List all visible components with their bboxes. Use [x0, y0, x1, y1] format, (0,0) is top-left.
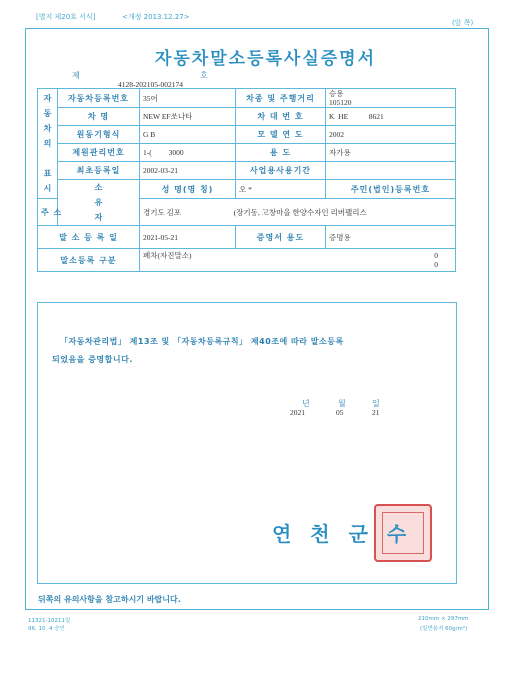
vin-part-1: K	[329, 112, 335, 121]
issuer-name: 연 천 군 수	[272, 522, 413, 546]
value-usage: 자가용	[326, 144, 456, 162]
form-code: 11321-10211일	[28, 618, 71, 624]
label-model-year: 모 델 연 도	[236, 126, 326, 144]
value-first-reg: 2002-03-21	[140, 162, 236, 180]
label-cancel-category: 말소등록 구분	[38, 249, 140, 272]
footer-note: 뒤쪽의 유의사항을 참고하시기 바랍니다.	[38, 595, 181, 604]
table-row	[38, 89, 456, 108]
label-business-period: 사업용사용기간	[236, 162, 326, 180]
table-row	[38, 126, 456, 144]
label-mgmt-no: 제원관리번호	[58, 144, 140, 162]
value-model: NEW EF쏘나타	[140, 108, 236, 126]
page-side-note: (앞 쪽)	[452, 19, 474, 27]
label-cancel-date: 말 소 등 록 일	[38, 226, 140, 249]
date-year: 2021	[290, 408, 305, 417]
page-title: 자동차말소등록사실증명서	[154, 49, 377, 69]
doc-number-suffix: 호	[200, 71, 208, 80]
value-cancel-category	[140, 249, 456, 272]
value-vehicle-type: 승용	[329, 89, 344, 98]
table-row	[38, 162, 456, 180]
label-usage: 용 도	[236, 144, 326, 162]
label-owner-name: 성 명(명 칭)	[140, 180, 236, 199]
value-vin	[326, 108, 456, 126]
table-row	[38, 226, 456, 249]
doc-number: 4128-202105-002174	[118, 80, 183, 89]
label-vin: 차 대 번 호	[236, 108, 326, 126]
address-part-1: 경기도 김포	[143, 207, 182, 217]
mgmt-no-part-1: 1-(	[143, 148, 152, 157]
value-cancel-date: 2021-05-21	[140, 226, 236, 249]
date-day: 21	[372, 408, 380, 417]
vin-part-3: 8621	[368, 112, 384, 121]
cancel-code-1: 0	[434, 251, 438, 260]
label-model: 차 명	[58, 108, 140, 126]
date-month: 05	[336, 408, 344, 417]
value-owner-name: 오 *	[236, 180, 326, 199]
form-number: [별지 제20호 서식]	[36, 13, 96, 21]
doc-number-prefix: 제	[72, 71, 80, 80]
date-month-label: 월	[338, 399, 346, 408]
owner-section-label: 소 유 자	[58, 180, 140, 226]
vin-part-2: HE	[338, 112, 349, 121]
label-first-reg: 최초등록일	[58, 162, 140, 180]
label-address: 주 소	[38, 199, 58, 226]
paper-size: 210mm × 297mm	[418, 616, 469, 622]
approval-date: 96. 10. 4 승인	[28, 626, 65, 632]
label-resident-no: 주민(법인)등록번호	[326, 180, 456, 199]
label-type-mileage: 차종 및 주행거리	[236, 89, 326, 108]
table-row	[38, 144, 456, 162]
cancel-category-text: 폐차(자진말소)	[143, 251, 192, 260]
label-reg-no: 자동차등록번호	[58, 89, 140, 108]
value-reg-no: 35어	[140, 89, 236, 108]
certification-text-line-1: 「자동차관리법」 제13조 및 「자동차등록규칙」 제40조에 따라 말소등록	[60, 337, 344, 346]
label-engine: 원동기형식	[58, 126, 140, 144]
value-type-mileage	[326, 89, 456, 108]
vehicle-section-label: 자 동 차 의 표 시	[38, 89, 58, 199]
mgmt-no-part-2: 3000	[168, 148, 184, 157]
revision-note: <개정 2013.12.27>	[122, 13, 190, 21]
table-row	[38, 180, 456, 199]
value-mgmt-no	[140, 144, 236, 162]
value-engine: G B	[140, 126, 236, 144]
value-mileage: 105120	[329, 98, 352, 107]
date-year-label: 년	[302, 399, 310, 408]
cancel-category-codes	[434, 251, 438, 269]
label-cert-purpose: 증명서 용도	[236, 226, 326, 249]
registration-table	[37, 88, 456, 272]
certification-text-line-2: 되었음을 증명합니다.	[52, 355, 133, 364]
table-row	[38, 249, 456, 272]
table-row	[38, 108, 456, 126]
value-business-period	[326, 162, 456, 180]
address-part-2: (장기동, 고창마을 한양수자인 리버팰리스	[233, 207, 367, 217]
value-address	[140, 199, 456, 226]
value-cert-purpose: 증명용	[326, 226, 456, 249]
date-day-label: 일	[372, 399, 380, 408]
paper-weight: (일반용지 60g/m²)	[420, 626, 468, 632]
value-model-year: 2002	[326, 126, 456, 144]
cancel-code-2: 0	[434, 260, 438, 269]
